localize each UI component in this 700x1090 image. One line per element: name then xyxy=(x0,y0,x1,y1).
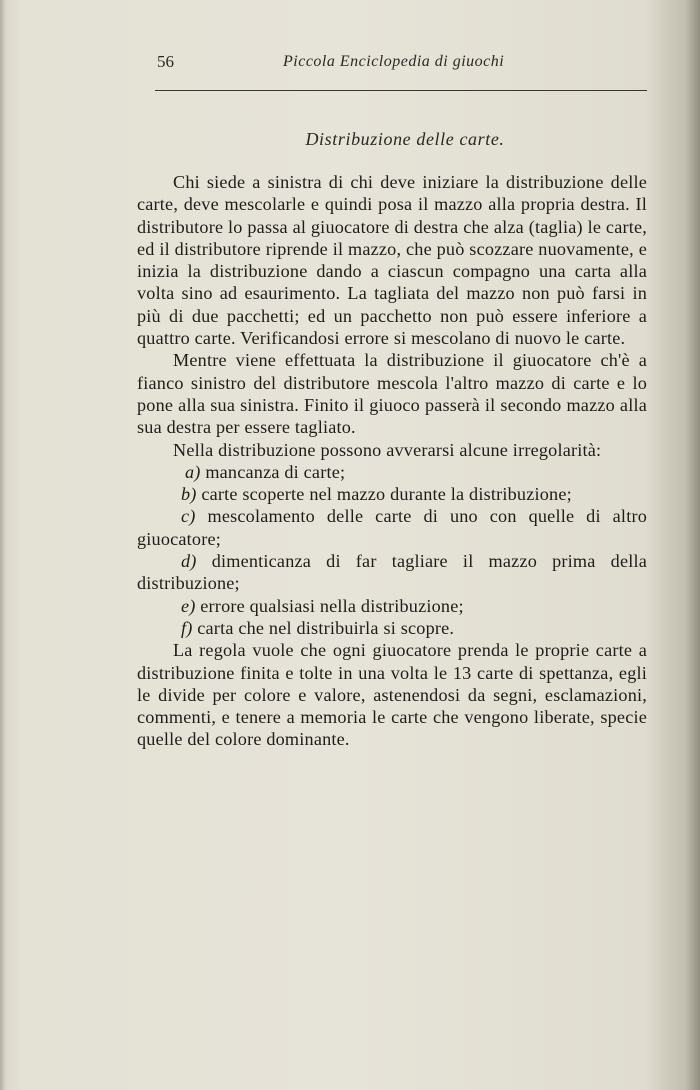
list-item-c xyxy=(137,505,647,550)
page-number: 56 xyxy=(157,52,174,71)
list-item-label: e) xyxy=(181,595,196,616)
page-header xyxy=(155,52,645,80)
list-item-b xyxy=(137,483,647,505)
list-item-text: carta che nel distribuirla si scopre. xyxy=(197,617,455,638)
list-item-f xyxy=(137,617,647,639)
binding-shadow xyxy=(686,0,700,1090)
list-item-label: a) xyxy=(185,461,201,482)
list-item-label: c) xyxy=(181,506,196,527)
list-item-e xyxy=(137,595,647,617)
list-item-label: b) xyxy=(181,484,197,505)
paragraph-irregularities-intro: Nella distribuzione possono avverarsi alcune irregolarità: xyxy=(173,439,602,460)
body-text xyxy=(137,171,647,751)
paragraph-distribution: Chi siede a sinistra di chi deve iniziare la distribuzione delle carte, deve mescolarle e quindi posa il mazzo alla propria destra. Il distributore lo passa al giuocatore di destra che alza (taglia) le carte, ed il distributore riprende il mazzo, che può scozzare nuovamente, e inizia la distribuzione dando a ciascun compagno una carta alla volta sino ad esaurimento. La tagliata del mazzo non può farsi in più di due pacchetti; ed un pacchetto non può essere inferiore a quattro carte. Verificandosi errore si mescolano di nuovo le carte. xyxy=(137,172,647,349)
list-item-text: errore qualsiasi nella distribuzione; xyxy=(200,595,464,616)
list-item-d xyxy=(137,550,647,595)
page-left-edge xyxy=(0,0,6,1090)
list-item-text: carte scoperte nel mazzo durante la distribuzione; xyxy=(201,484,572,505)
header-rule xyxy=(155,90,647,91)
section-title: Distribuzione delle carte. xyxy=(305,129,505,149)
paragraph-rule: La regola vuole che ogni giuocatore prenda le proprie carte a distribuzione finita e tolte in una volta le 13 carte di spettanza, egli le divide per colore e valore, astenendosi da segni, esclamazioni, commenti, e tenere a memoria le carte che vengono liberate, specie quelle del colore dominante. xyxy=(137,640,647,750)
list-item-label: d) xyxy=(181,551,197,572)
list-item-text: dimenticanza di far tagliare il mazzo prima della distribuzione; xyxy=(137,551,647,594)
running-title: Piccola Enciclopedia di giuochi xyxy=(283,53,505,70)
list-item-text: mancanza di carte; xyxy=(205,461,346,482)
paragraph-second-deck: Mentre viene effettuata la distribuzione il giuocatore ch'è a fianco sinistro del distributore mescola l'altro mazzo di carte e lo pone alla sua sinistra. Finito il giuoco passerà il secondo mazzo alla sua destra per essere tagliato. xyxy=(137,350,647,438)
list-item-text: mescolamento delle carte di uno con quelle di altro giuocatore; xyxy=(137,506,647,549)
list-item-label: f) xyxy=(181,617,193,638)
list-item-a xyxy=(137,461,647,483)
